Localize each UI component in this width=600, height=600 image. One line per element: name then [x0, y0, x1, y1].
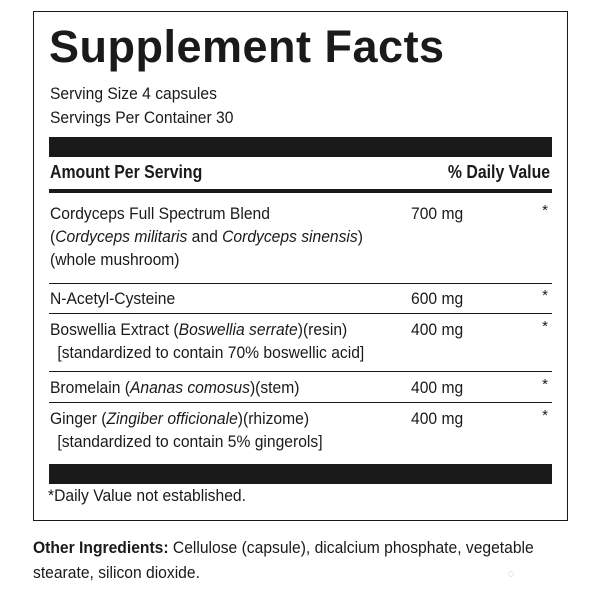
ingredient-name-line	[50, 407, 381, 430]
other-ingredients-text: Cellulose (capsule), dicalcium phosphate, vegetable stearate, silicon dioxide.	[33, 538, 534, 582]
ingredient-text: )(resin)	[297, 320, 348, 339]
ingredient-text: N-Acetyl-Cysteine	[50, 289, 176, 308]
row-divider	[49, 283, 552, 284]
ingredient-name	[50, 407, 381, 453]
ingredient-text: (whole mushroom)	[50, 250, 180, 269]
ingredient-name	[50, 287, 381, 310]
ingredient-daily-value: *	[542, 318, 548, 335]
ingredient-name-line	[50, 318, 381, 341]
thick-divider-bottom	[49, 464, 552, 484]
ingredient-name-line	[50, 248, 381, 271]
ingredient-latin-name: Cordyceps militaris	[55, 227, 188, 246]
ingredient-name	[50, 318, 381, 364]
ingredient-name-line	[50, 376, 381, 399]
other-ingredients-label: Other Ingredients:	[33, 538, 169, 557]
row-divider	[49, 371, 552, 372]
ingredient-name-line	[50, 225, 381, 248]
ingredient-daily-value: *	[542, 202, 548, 219]
ingredient-name	[50, 202, 381, 271]
ingredient-latin-name: Boswellia serrate	[178, 320, 298, 339]
ingredient-text: Boswellia Extract (	[50, 320, 179, 339]
ingredient-latin-name: Zingiber officionale	[106, 409, 238, 428]
ingredient-text: Bromelain (	[50, 378, 130, 397]
ingredient-text: )	[357, 227, 363, 246]
ingredient-text: [standardized to contain 70% boswellic acid]	[57, 343, 365, 362]
ingredient-text: and	[187, 227, 223, 246]
header-divider	[49, 189, 552, 193]
daily-value-footnote: *Daily Value not established.	[48, 486, 246, 505]
servings-per-container: Servings Per Container 30	[50, 108, 234, 127]
ingredient-name-line	[50, 287, 381, 310]
ingredient-name	[50, 376, 381, 399]
ingredient-amount: 400 mg	[411, 409, 464, 428]
ingredient-text: )(rhizome)	[237, 409, 310, 428]
ingredient-amount: 400 mg	[411, 378, 464, 397]
ingredient-amount: 600 mg	[411, 289, 464, 308]
ingredient-name-line	[50, 430, 381, 453]
ingredient-text: Cordyceps Full Spectrum Blend	[50, 204, 270, 223]
ingredient-text: Ginger (	[50, 409, 107, 428]
faint-mark	[508, 571, 514, 577]
ingredient-text: (	[50, 227, 56, 246]
ingredient-daily-value: *	[542, 407, 548, 424]
panel-title: Supplement Facts	[49, 21, 445, 72]
daily-value-header: % Daily Value	[447, 162, 550, 182]
ingredient-name-line	[50, 202, 381, 225]
other-ingredients	[33, 535, 548, 585]
supplement-facts-panel	[33, 11, 568, 521]
row-divider	[49, 402, 552, 403]
ingredient-daily-value: *	[542, 376, 548, 393]
serving-size: Serving Size 4 capsules	[50, 84, 217, 103]
ingredient-text: [standardized to contain 5% gingerols]	[57, 432, 323, 451]
thick-divider-top	[49, 137, 552, 157]
ingredient-text: )(stem)	[249, 378, 300, 397]
ingredient-latin-name: Ananas comosus	[129, 378, 250, 397]
ingredient-daily-value: *	[542, 287, 548, 304]
amount-per-serving-header: Amount Per Serving	[50, 162, 203, 182]
ingredient-latin-name: Cordyceps sinensis	[222, 227, 358, 246]
ingredient-amount: 700 mg	[411, 204, 464, 223]
ingredient-amount: 400 mg	[411, 320, 464, 339]
ingredient-name-line	[50, 341, 381, 364]
row-divider	[49, 313, 552, 314]
